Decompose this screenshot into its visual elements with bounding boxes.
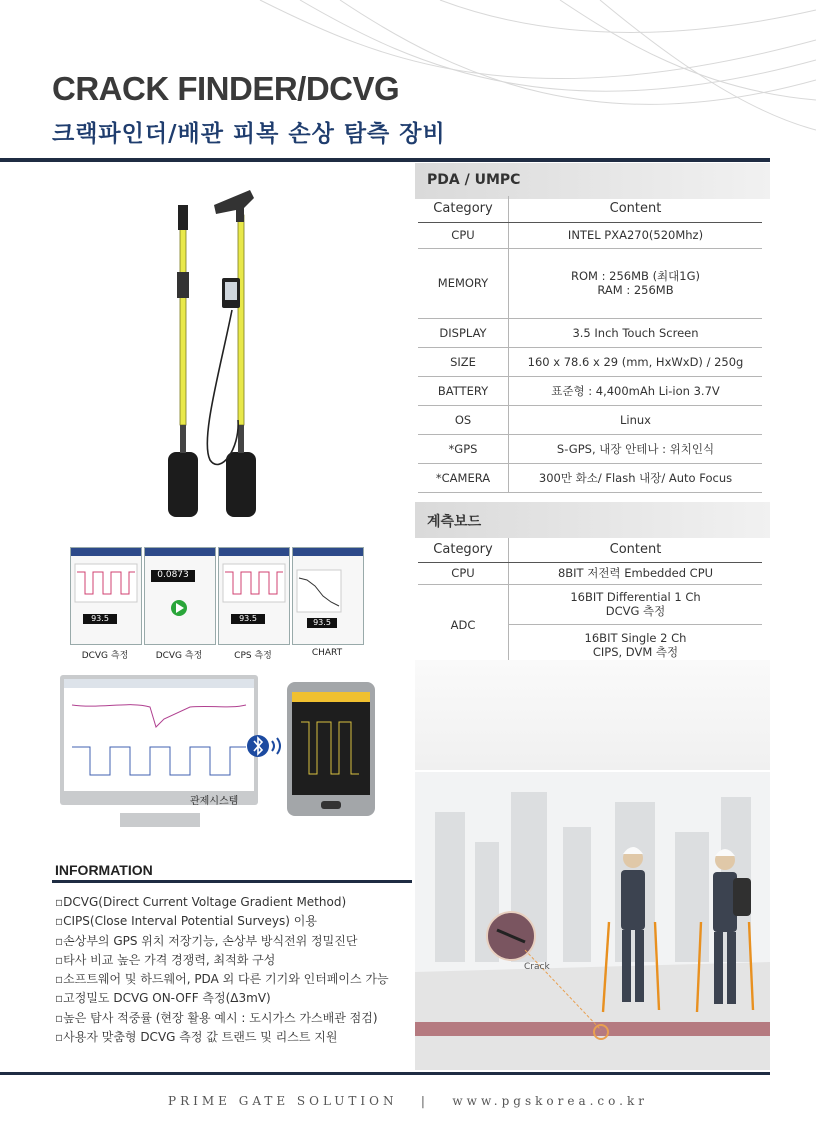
right-column-fill: [415, 660, 770, 770]
list-item: ▫ DCVG(Direct Current Voltage Gradient Method): [55, 893, 415, 912]
screen-caption: DCVG 측정: [81, 651, 129, 661]
reading-display: 93.5: [83, 614, 117, 624]
memory-ram: RAM : 256MB: [597, 283, 674, 297]
table-row: [418, 584, 762, 624]
list-item: ▫ 소프트웨어 및 하드웨어, PDA 외 다른 기기와 인터페이스 가능: [55, 970, 415, 989]
row-key: OS: [418, 405, 509, 434]
board-section-header: [415, 502, 770, 538]
field-scene-image: [415, 772, 770, 1070]
table-row: [418, 347, 762, 376]
col-category-header: Category: [418, 538, 509, 562]
table-row: [418, 222, 762, 248]
row-key: BATTERY: [418, 376, 509, 405]
pda-spec-table: [418, 196, 762, 493]
screen-cps: [218, 547, 290, 645]
header-divider: [0, 158, 770, 162]
table-header-row: [418, 538, 762, 562]
row-value: [509, 584, 763, 624]
chart-graphic: [293, 556, 363, 616]
table-row: [418, 405, 762, 434]
table-row: [418, 376, 762, 405]
row-key: DISPLAY: [418, 318, 509, 347]
row-value: 8BIT 저전력 Embedded CPU: [509, 562, 763, 584]
row-key: ADC: [418, 584, 509, 666]
information-divider: [52, 880, 412, 883]
row-value: 160 x 78.6 x 29 (mm, HxWxD) / 250g: [509, 347, 763, 376]
footer-text: PRIME GATE SOLUTION | www.pgskorea.co.kr: [168, 1094, 648, 1108]
monitor-label: 관제시스템: [190, 796, 239, 807]
waveform-graphic: [219, 556, 289, 616]
screen-caption: CHART: [311, 648, 343, 658]
screen-chart: [292, 547, 364, 645]
reading-display: 0.0873: [151, 570, 195, 582]
adc-line: CIPS, DVM 측정: [592, 645, 679, 659]
row-value: [509, 248, 763, 318]
bluetooth-icon: [246, 733, 284, 759]
screen-dcvg-1: [70, 547, 142, 645]
crack-label: Crack: [524, 962, 550, 972]
row-key: CPU: [418, 222, 509, 248]
page-subtitle: 크랙파인더/배관 피복 손상 탐측 장비: [52, 121, 446, 147]
row-value: S-GPS, 내장 안테나 : 위치인식: [509, 434, 763, 463]
row-key: CPU: [418, 562, 509, 584]
information-title: INFORMATION: [55, 862, 153, 878]
adc-line: 16BIT Single 2 Ch: [584, 631, 687, 645]
play-icon: [145, 548, 215, 638]
reading-display: 93.5: [231, 614, 265, 624]
board-section-title: 계측보드: [427, 514, 482, 530]
page-title: CRACK FINDER/DCVG: [52, 70, 400, 107]
row-key: *CAMERA: [418, 463, 509, 492]
table-row: [418, 434, 762, 463]
list-item: ▫ 손상부의 GPS 위치 저장기능, 손상부 방식전위 정밀진단: [55, 932, 415, 951]
row-key: *GPS: [418, 434, 509, 463]
row-value: Linux: [509, 405, 763, 434]
table-row: [418, 318, 762, 347]
adc-line: DCVG 측정: [605, 604, 666, 618]
screen-dcvg-2: [144, 547, 216, 645]
row-value: 3.5 Inch Touch Screen: [509, 318, 763, 347]
list-item: ▫ 사용자 맞춤형 DCVG 측정 값 트랜드 및 리스트 지원: [55, 1028, 415, 1047]
col-category-header: Category: [418, 196, 509, 222]
table-row: [418, 562, 762, 584]
footer-divider: [0, 1072, 770, 1075]
table-row: [418, 463, 762, 492]
row-value: 표준형 : 4,400mAh Li-ion 3.7V: [509, 376, 763, 405]
crack-finder-probes-image: [150, 190, 290, 520]
screen-caption: CPS 측정: [234, 651, 272, 661]
row-key: SIZE: [418, 347, 509, 376]
row-value: 300만 화소/ Flash 내장/ Auto Focus: [509, 463, 763, 492]
col-content-header: Content: [509, 196, 763, 222]
list-item: ▫ 고정밀도 DCVG ON-OFF 측정(Δ3mV): [55, 989, 415, 1008]
board-spec-table: [418, 538, 762, 667]
col-content-header: Content: [509, 538, 763, 562]
reading-display: 93.5: [307, 618, 337, 628]
list-item: ▫ 타사 비교 높은 가격 경쟁력, 최적화 구성: [55, 951, 415, 970]
list-item: ▫ 높은 탐사 적중률 (현장 활용 예시 : 도시가스 가스배관 점검): [55, 1009, 415, 1028]
waveform-graphic: [71, 556, 141, 616]
adc-line: 16BIT Differential 1 Ch: [570, 590, 701, 604]
table-row: [418, 248, 762, 318]
information-list: [55, 893, 415, 1047]
pda-section-title: PDA / UMPC: [427, 172, 521, 188]
row-value: INTEL PXA270(520Mhz): [509, 222, 763, 248]
pda-section-header: [415, 163, 770, 199]
list-item: ▫ CIPS(Close Interval Potential Surveys) 이용: [55, 912, 415, 931]
memory-rom: ROM : 256MB (최대1G): [571, 269, 700, 283]
row-key: MEMORY: [418, 248, 509, 318]
screen-caption: DCVG 측정: [155, 651, 203, 661]
tablet-image: [287, 682, 377, 818]
table-header-row: [418, 196, 762, 222]
